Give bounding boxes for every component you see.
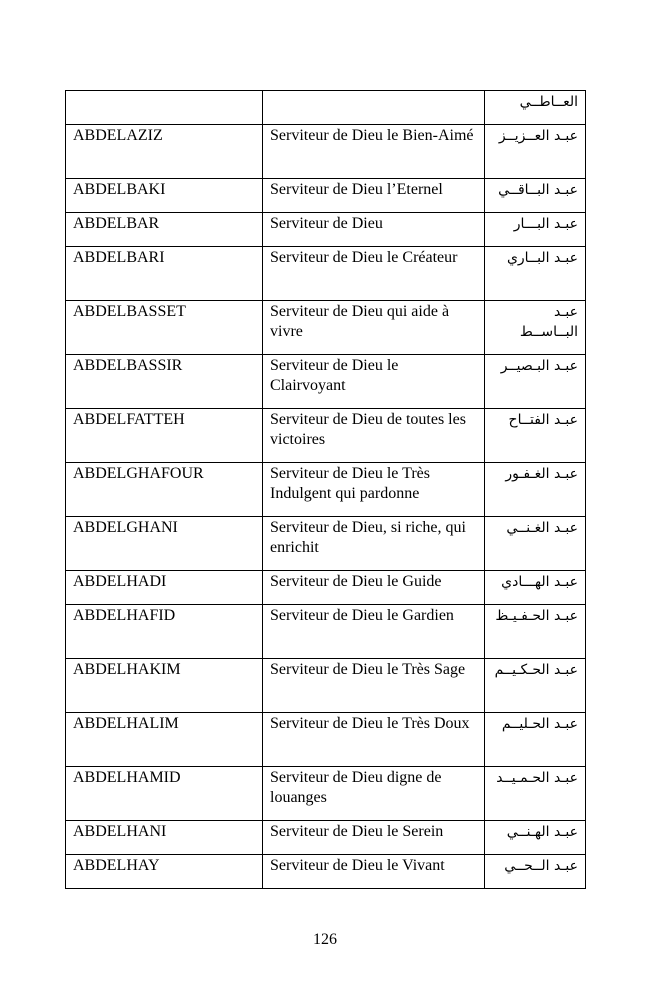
table-row	[66, 605, 586, 659]
table-row	[66, 571, 586, 605]
table-row	[66, 179, 586, 213]
meaning-cell	[263, 91, 485, 125]
meaning-cell: Serviteur de Dieu digne de louanges	[263, 767, 485, 821]
name-cell: ABDELBASSET	[66, 301, 263, 355]
arabic-cell: عبـد الغـفـور	[485, 463, 586, 517]
meaning-cell: Serviteur de Dieu le Très Doux	[263, 713, 485, 767]
table-row	[66, 125, 586, 179]
meaning-cell: Serviteur de Dieu	[263, 213, 485, 247]
name-cell: ABDELHAKIM	[66, 659, 263, 713]
name-cell: ABDELHALIM	[66, 713, 263, 767]
arabic-cell: عبـد الغـنــي	[485, 517, 586, 571]
names-table	[65, 90, 586, 889]
name-cell: ABDELBAR	[66, 213, 263, 247]
arabic-cell: عبـد الحـفـيـظ	[485, 605, 586, 659]
name-cell: ABDELFATTEH	[66, 409, 263, 463]
name-cell: ABDELBASSIR	[66, 355, 263, 409]
meaning-cell: Serviteur de Dieu le Très Indulgent qui pardonne	[263, 463, 485, 517]
meaning-cell: Serviteur de Dieu le Guide	[263, 571, 485, 605]
arabic-cell: عبـد البــاســط	[485, 301, 586, 355]
table-row	[66, 409, 586, 463]
meaning-cell: Serviteur de Dieu le Bien-Aimé	[263, 125, 485, 179]
table-row	[66, 767, 586, 821]
name-cell: ABDELGHAFOUR	[66, 463, 263, 517]
page-number: 126	[313, 931, 337, 948]
table-row	[66, 247, 586, 301]
table-row	[66, 355, 586, 409]
arabic-cell: عبـد الحـكـيــم	[485, 659, 586, 713]
arabic-cell: عبـد الهـــادي	[485, 571, 586, 605]
arabic-cell: العــاطــي	[485, 91, 586, 125]
arabic-cell: عبـد البـصيــر	[485, 355, 586, 409]
name-cell	[66, 91, 263, 125]
name-cell: ABDELGHANI	[66, 517, 263, 571]
meaning-cell: Serviteur de Dieu de toutes les victoires	[263, 409, 485, 463]
meaning-cell: Serviteur de Dieu qui aide à vivre	[263, 301, 485, 355]
name-cell: ABDELBARI	[66, 247, 263, 301]
table-row	[66, 517, 586, 571]
name-cell: ABDELHADI	[66, 571, 263, 605]
name-cell: ABDELBAKI	[66, 179, 263, 213]
table-row	[66, 821, 586, 855]
arabic-cell: عبـد البــاقــي	[485, 179, 586, 213]
meaning-cell: Serviteur de Dieu, si riche, qui enrichit	[263, 517, 485, 571]
arabic-cell: عبـد الهـنــي	[485, 821, 586, 855]
name-cell: ABDELAZIZ	[66, 125, 263, 179]
arabic-cell: عبـد البـــار	[485, 213, 586, 247]
arabic-cell: عبـد البــاري	[485, 247, 586, 301]
table-row	[66, 91, 586, 125]
name-cell: ABDELHAY	[66, 855, 263, 889]
arabic-cell: عبـد الحـليــم	[485, 713, 586, 767]
meaning-cell: Serviteur de Dieu le Très Sage	[263, 659, 485, 713]
meaning-cell: Serviteur de Dieu l’Eternel	[263, 179, 485, 213]
table-row	[66, 659, 586, 713]
table-row	[66, 463, 586, 517]
table-row	[66, 855, 586, 889]
name-cell: ABDELHAMID	[66, 767, 263, 821]
arabic-cell: عبـد العــزيــز	[485, 125, 586, 179]
arabic-cell: عبـد الــحــي	[485, 855, 586, 889]
arabic-cell: عبـد الفتــاح	[485, 409, 586, 463]
table-row	[66, 713, 586, 767]
table-row	[66, 301, 586, 355]
table-row	[66, 213, 586, 247]
meaning-cell: Serviteur de Dieu le Clairvoyant	[263, 355, 485, 409]
meaning-cell: Serviteur de Dieu le Gardien	[263, 605, 485, 659]
meaning-cell: Serviteur de Dieu le Vivant	[263, 855, 485, 889]
name-cell: ABDELHAFID	[66, 605, 263, 659]
meaning-cell: Serviteur de Dieu le Créateur	[263, 247, 485, 301]
arabic-cell: عبـد الحـمـيــد	[485, 767, 586, 821]
name-cell: ABDELHANI	[66, 821, 263, 855]
meaning-cell: Serviteur de Dieu le Serein	[263, 821, 485, 855]
